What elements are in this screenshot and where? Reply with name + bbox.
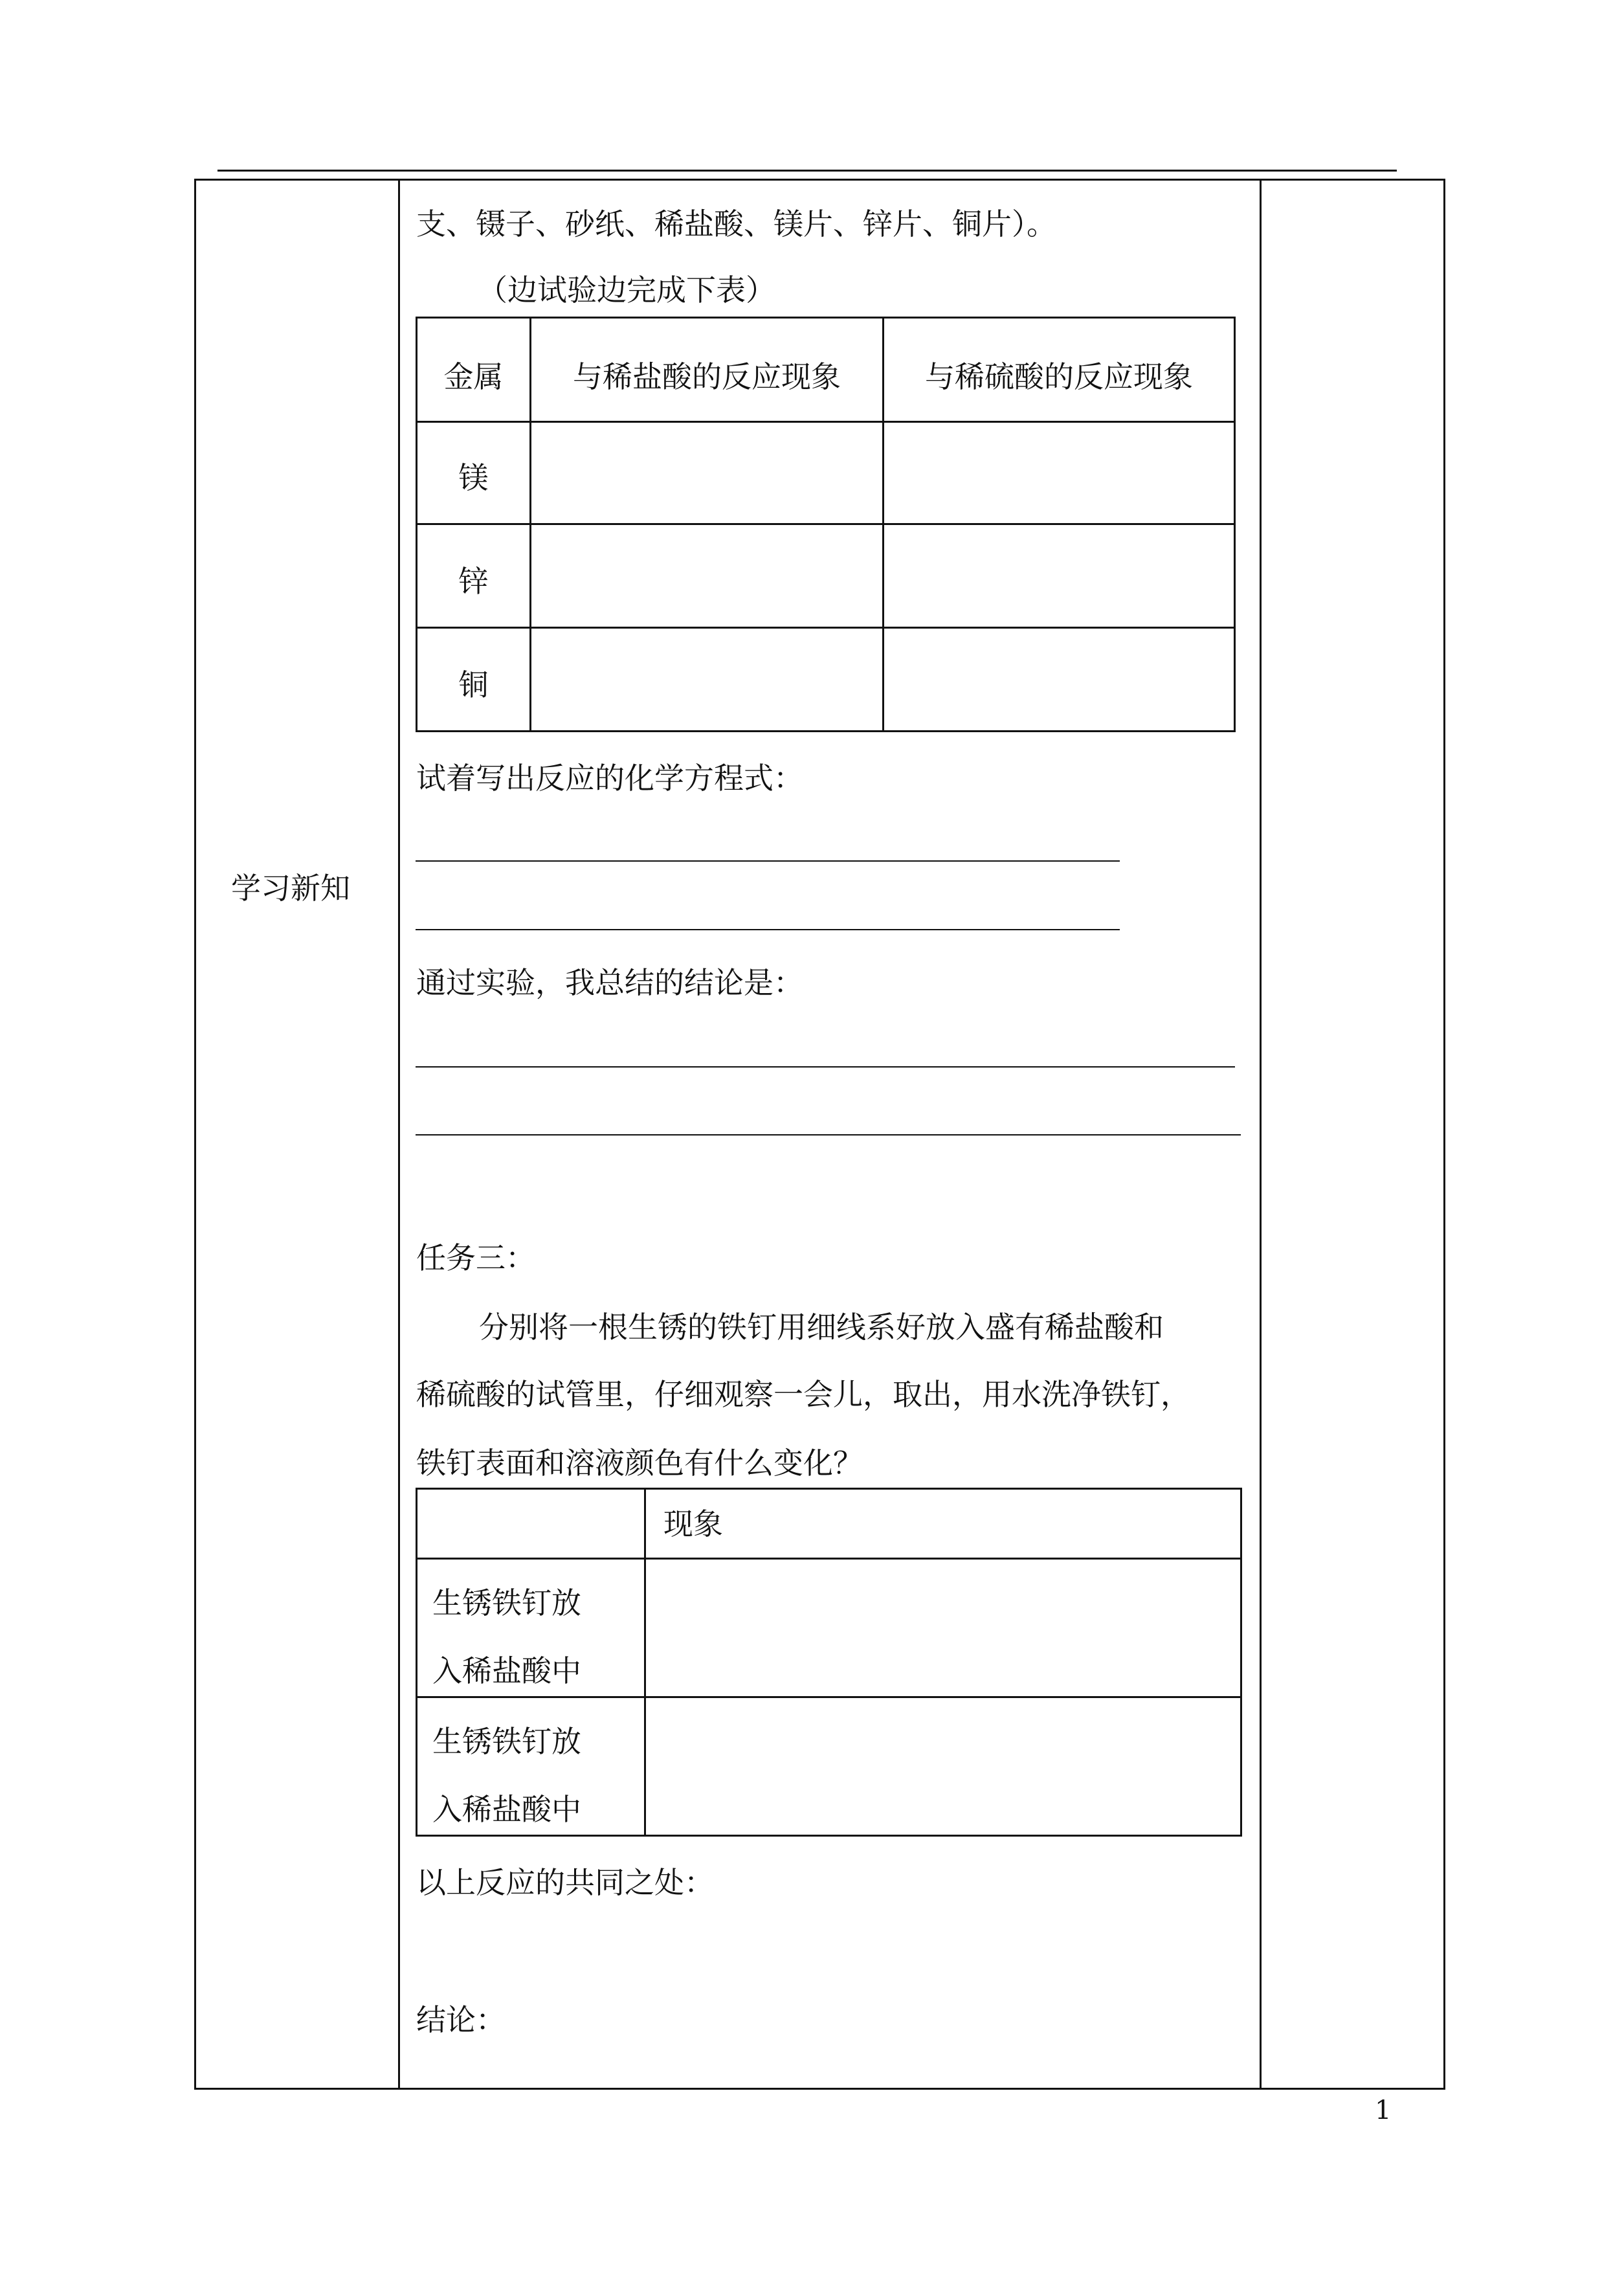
task3-title: 任务三：: [416, 1240, 535, 1275]
outer-frame-right: [1443, 179, 1445, 2090]
final-conclusion-prompt: 结论：: [416, 2002, 506, 2037]
table1-border-top: [416, 317, 1236, 319]
materials-line: 支、镊子、砂纸、稀盐酸、镁片、锌片、铜片）。: [416, 207, 1056, 241]
table2-row-divider-1: [416, 1558, 1242, 1560]
table1-border-right: [1234, 317, 1236, 732]
table2-border-right: [1240, 1488, 1242, 1837]
table1-row-metal-mg: 镁: [458, 460, 489, 495]
table2-row2-label-line1: 生锈铁钉放: [432, 1724, 581, 1759]
equation-answer-line-2[interactable]: [416, 929, 1120, 930]
conclusion-prompt: 通过实验，我总结的结论是：: [416, 965, 803, 1000]
common-points-prompt: 以上反应的共同之处：: [416, 1865, 714, 1900]
table1-border-bottom: [416, 730, 1236, 732]
table2-row1-label-line2: 入稀盐酸中: [432, 1653, 581, 1688]
table2-border-top: [416, 1488, 1242, 1490]
table2-row2-label-line2: 入稀盐酸中: [432, 1792, 581, 1827]
table2-border-bottom: [416, 1835, 1242, 1837]
table2-row1-label-line1: 生锈铁钉放: [432, 1585, 581, 1620]
table1-header-h2so4: 与稀硫酸的反应现象: [925, 359, 1193, 394]
table1-row-divider-1: [416, 421, 1236, 423]
column-divider-left: [398, 179, 400, 2090]
conclusion-answer-line-1[interactable]: [416, 1066, 1235, 1068]
table2-col-divider: [644, 1488, 646, 1837]
table1-row-divider-3: [416, 627, 1236, 629]
section-label: 学习新知: [231, 871, 350, 906]
table1-row-metal-cu: 铜: [458, 667, 489, 702]
table2-row-divider-2: [416, 1696, 1242, 1698]
table1-header-hcl: 与稀盐酸的反应现象: [573, 359, 841, 394]
equation-prompt: 试着写出反应的化学方程式：: [416, 761, 803, 796]
column-divider-right: [1260, 179, 1262, 2090]
outer-frame-bottom: [194, 2088, 1445, 2090]
task3-body-line-3: 铁钉表面和溶液颜色有什么变化？: [416, 1446, 863, 1481]
table1-header-metal: 金属: [443, 359, 504, 394]
page-number: 1: [1375, 2096, 1392, 2125]
instruction-line: （边试验边完成下表）: [478, 273, 775, 308]
outer-frame-left: [194, 179, 196, 2090]
table1-row-divider-2: [416, 523, 1236, 525]
table2-border-left: [416, 1488, 417, 1837]
outer-frame-top: [194, 179, 1445, 181]
table1-row-metal-zn: 锌: [458, 564, 489, 599]
conclusion-answer-line-2[interactable]: [416, 1134, 1241, 1135]
task3-body-line-2: 稀硫酸的试管里，仔细观察一会儿，取出，用水洗净铁钉，: [416, 1377, 1190, 1412]
equation-answer-line-1[interactable]: [416, 860, 1120, 862]
header-rule: [217, 170, 1397, 172]
task3-body-line-1: 分别将一根生锈的铁钉用细线系好放入盛有稀盐酸和: [479, 1310, 1164, 1345]
table2-header-phenomenon: 现象: [663, 1506, 723, 1541]
